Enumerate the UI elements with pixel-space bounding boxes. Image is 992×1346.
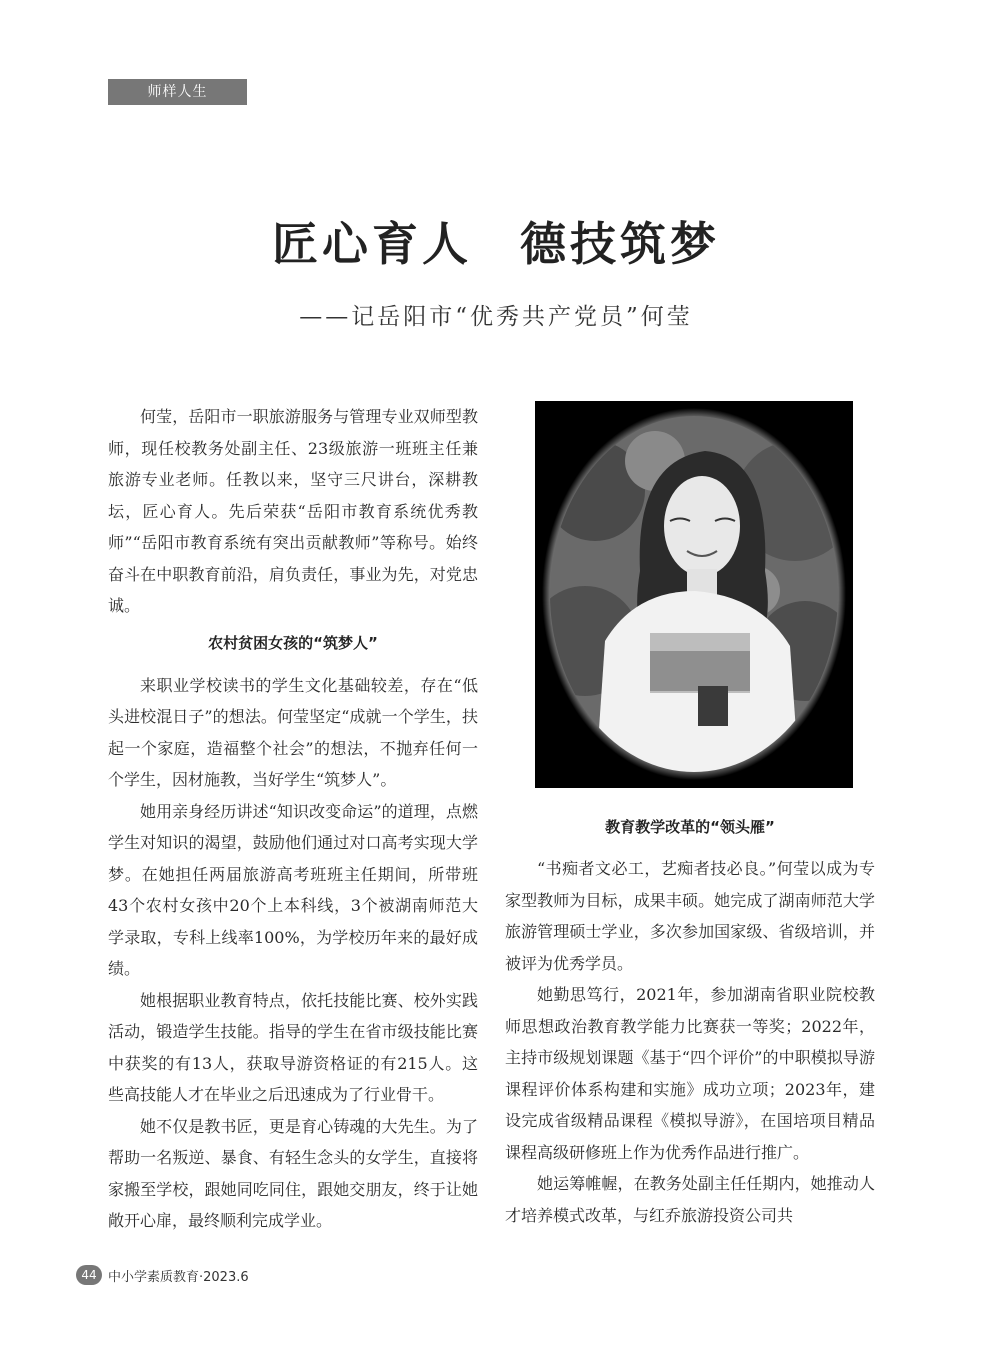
left-column bbox=[108, 401, 478, 1237]
journal-info: 中小学素质教育·2023.6 bbox=[108, 1269, 249, 1285]
body-paragraph: 她运筹帷幄，在教务处副主任任期内，她推动人才培养模式改革，与红乔旅游投资公司共 bbox=[505, 1174, 875, 1225]
page-footer bbox=[76, 1264, 249, 1286]
section-heading: 农村贫困女孩的“筑梦人” bbox=[208, 633, 378, 652]
body-paragraph: “书痴者文必工，艺痴者技必良。”何莹以成为专家型教师为目标，成果丰硕。她完成了湖南师范大学旅游管理硕士学业，多次参加国家级、省级培训，并被评为优秀学员。 bbox=[505, 859, 875, 973]
body-paragraph: 她不仅是教书匠，更是育心铸魂的大先生。为了帮助一名叛逆、暴食、有轻生念头的女学生，直接将家搬至学校，跟她同吃同住，跟她交朋友，终于让她敞开心扉，最终顺利完成学业。 bbox=[108, 1116, 478, 1230]
section-heading: 教育教学改革的“领头雁” bbox=[605, 818, 775, 836]
body-paragraph: 来职业学校读书的学生文化基础较差，存在“低头进校混日子”的想法。何莹坚定“成就一个学生，扶起一个家庭，造福整个社会”的想法，不抛弃任何一个学生，因材施教，当好学生“筑梦人”。 bbox=[108, 675, 478, 789]
section-tag: 师样人生 bbox=[108, 79, 247, 105]
right-column bbox=[505, 853, 875, 1231]
portrait-photo bbox=[535, 401, 853, 788]
body-paragraph: 她勤思笃行，2021年，参加湖南省职业院校教师思想政治教育教学能力比赛获一等奖；2022年，主持市级规划课题《基于“四个评价”的中职模拟导游课程评价体系构建和实施》成功立项；2023年，建设完成省级精品课程《模拟导游》，在国培项目精品课程高级研修班上作为优秀作品进行推广。 bbox=[505, 985, 875, 1162]
body-paragraph: 她根据职业教育特点，依托技能比赛、校外实践活动，锻造学生技能。指导的学生在省市级技能比赛中获奖的有13人，获取导游资格证的有215人。这些高技能人才在毕业之后迅速成为了行业骨干。 bbox=[108, 990, 478, 1104]
page-number: 44 bbox=[76, 1265, 102, 1285]
title-part1: 匠心育人 bbox=[272, 217, 472, 271]
intro-paragraph: 何莹，岳阳市一职旅游服务与管理专业双师型教师，现任校教务处副主任、23级旅游一班班主任兼旅游专业老师。任教以来，坚守三尺讲台，深耕教坛，匠心育人。先后荣获“岳阳市教育系统优秀教师”“岳阳市教育系统有突出贡献教师”等称号。始终奋斗在中职教育前沿，肩负责任，事业为先，对党忠诚。 bbox=[108, 407, 478, 615]
title-part2: 德技筑梦 bbox=[520, 217, 720, 271]
article-subtitle: ——记岳阳市“优秀共产党员”何莹 bbox=[299, 304, 693, 330]
article-title bbox=[0, 208, 992, 274]
body-paragraph: 她用亲身经历讲述“知识改变命运”的道理，点燃学生对知识的渴望，鼓励他们通过对口高考实现大学梦。在她担任两届旅游高考班班主任期间，所带班43个农村女孩中20个上本科线，3个被湖南师范大学录取，专科上线率100%，为学校历年来的最好成绩。 bbox=[108, 801, 478, 978]
